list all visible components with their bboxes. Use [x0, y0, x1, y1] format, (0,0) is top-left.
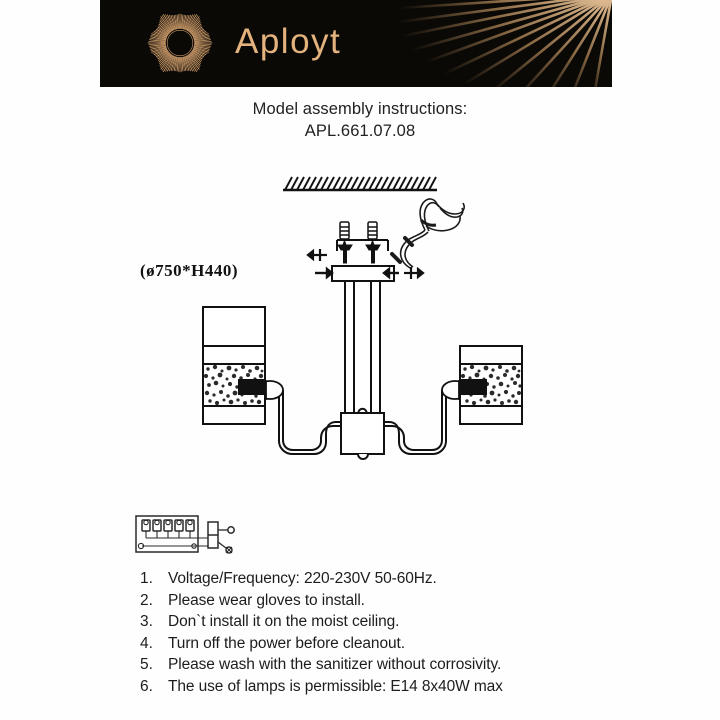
wall-anchor-icon: [340, 222, 377, 245]
brand-banner: [100, 0, 612, 87]
list-item-text: Please wear gloves to install.: [168, 591, 365, 609]
sunburst-icon: [142, 5, 218, 81]
brand-wordmark: Aployt: [235, 22, 342, 61]
list-item-number: 3.: [140, 613, 153, 630]
list-item: [140, 611, 700, 633]
stem-tube-icon: [345, 281, 380, 417]
list-item-text: Please wash with the sanitizer without corrosivity.: [168, 656, 502, 673]
lamp-shade-texture-left: [204, 365, 265, 405]
list-item-text: Turn off the power before cleanout.: [168, 634, 405, 652]
assembly-diagram: [0, 150, 720, 490]
junction-box-icon: [341, 413, 384, 459]
list-item: [140, 633, 700, 655]
dimension-label: (ø750*H440): [140, 261, 239, 280]
instructions-list: [140, 568, 700, 697]
list-item: [140, 654, 700, 676]
list-item-text: Don`t install it on the moist ceiling.: [168, 613, 400, 630]
list-item-number: 2.: [140, 591, 153, 609]
wire-connector-icon: [392, 199, 464, 268]
list-item-text: The use of lamps is permissible: E14 8x40W max: [168, 677, 503, 695]
ceiling-hatch-icon: [283, 177, 437, 190]
list-item-number: 6.: [140, 677, 153, 695]
list-item-number: 5.: [140, 656, 153, 673]
list-item: [140, 568, 700, 590]
page-title: [0, 98, 720, 142]
terminal-block-icon: [130, 508, 250, 568]
list-item-text: Voltage/Frequency: 220-230V 50-60Hz.: [168, 570, 437, 587]
title-line-1: Model assembly instructions:: [252, 100, 468, 118]
screw-icon: [338, 245, 380, 263]
list-item: [140, 676, 700, 698]
list-item-number: 4.: [140, 634, 153, 652]
list-item-number: 1.: [140, 570, 153, 587]
title-line-2: APL.661.07.08: [304, 122, 416, 140]
list-item: [140, 590, 700, 612]
lamp-shade-texture-right: [461, 365, 522, 405]
